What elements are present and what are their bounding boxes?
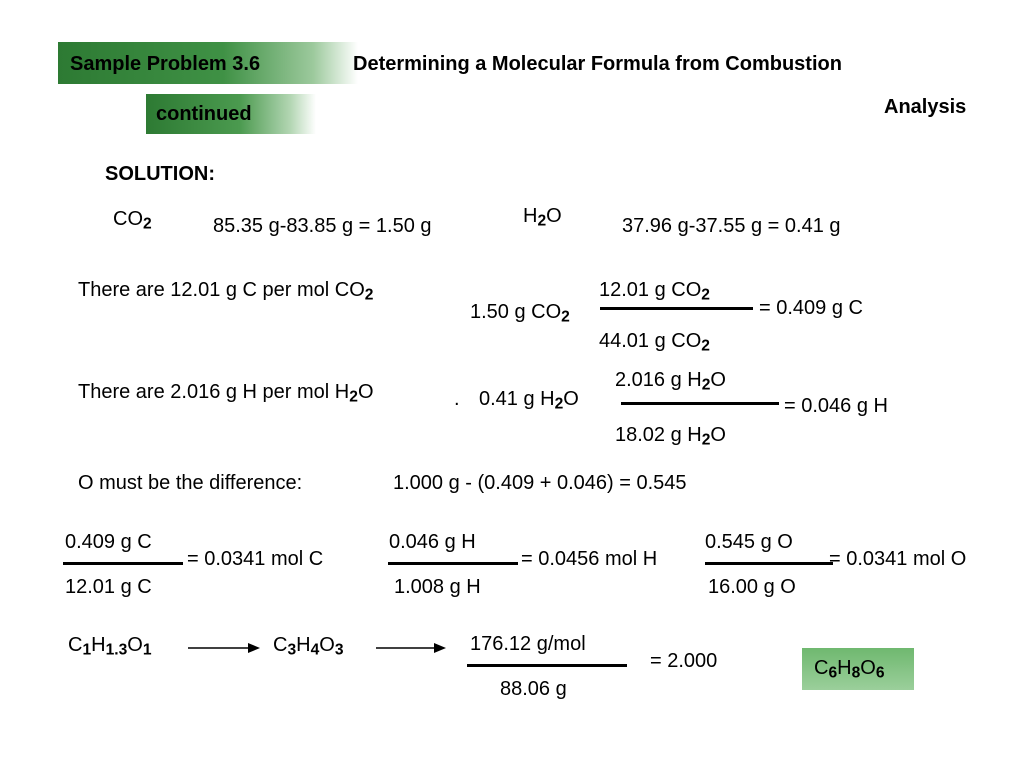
hydrogen-fraction-bar [621,402,779,405]
moles-o-result: = 0.0341 mol O [829,548,967,570]
moles-c-fraction-bar [63,562,183,565]
moles-o-numerator: 0.545 g O [705,531,793,553]
empirical-formula-step2: $C_3H_4O_3$ [273,634,344,659]
molecular-formula-answer: $C_6H_8O_6$ [814,657,885,682]
carbon-denominator: 44.01 g $CO_2$ [599,330,710,355]
carbon-result: = 0.409 g C [759,297,863,319]
page-title: Determining a Molecular Formula from Combustion [353,53,842,75]
co2-label: $CO_2$ [113,208,152,233]
ratio-numerator: 176.12 g/mol [470,633,586,655]
hydrogen-denominator: 18.02 g $H_2O$ [615,424,726,449]
arrow-right-icon [188,641,260,655]
solution-heading: SOLUTION: [105,163,215,185]
continued-label: continued [156,103,252,125]
ratio-result: = 2.000 [650,650,718,672]
moles-h-fraction-bar [388,562,518,565]
arrow-right-icon [376,641,446,655]
page-title-continuation: Analysis [884,96,967,118]
ratio-fraction-bar [467,664,627,667]
h2o-label: $H_2O$ [523,205,562,230]
empirical-formula-step1: $C_1H_{1.3}O_1$ [68,634,152,659]
sample-problem-label: Sample Problem 3.6 [70,53,261,75]
carbon-fraction-bar [600,307,753,310]
carbon-statement: There are 12.01 g C per mol $CO_2$ [78,279,374,304]
moles-o-denominator: 16.00 g O [708,576,796,598]
moles-o-fraction-bar [705,562,833,565]
co2-mass-calc: 85.35 g-83.85 g = 1.50 g [213,215,432,237]
h2o-mass-calc: 37.96 g-37.55 g = 0.41 g [622,215,841,237]
moles-h-result: = 0.0456 mol H [521,548,658,570]
ratio-denominator: 88.06 g [500,678,567,700]
hydrogen-statement: There are 2.016 g H per mol $H_2O$ [78,381,374,406]
stray-dot: . [454,388,460,410]
carbon-given: 1.50 g $CO_2$ [470,301,570,326]
moles-c-result: = 0.0341 mol C [187,548,324,570]
hydrogen-numerator: 2.016 g $H_2O$ [615,369,726,394]
moles-h-denominator: 1.008 g H [394,576,481,598]
oxygen-statement: O must be the difference: [78,472,303,494]
moles-c-denominator: 12.01 g C [65,576,152,598]
oxygen-calc: 1.000 g - (0.409 + 0.046) = 0.545 [393,472,687,494]
hydrogen-result: = 0.046 g H [784,395,888,417]
moles-c-numerator: 0.409 g C [65,531,152,553]
carbon-numerator: 12.01 g $CO_2$ [599,279,710,304]
moles-h-numerator: 0.046 g H [389,531,476,553]
hydrogen-given: 0.41 g $H_2O$ [479,388,579,413]
